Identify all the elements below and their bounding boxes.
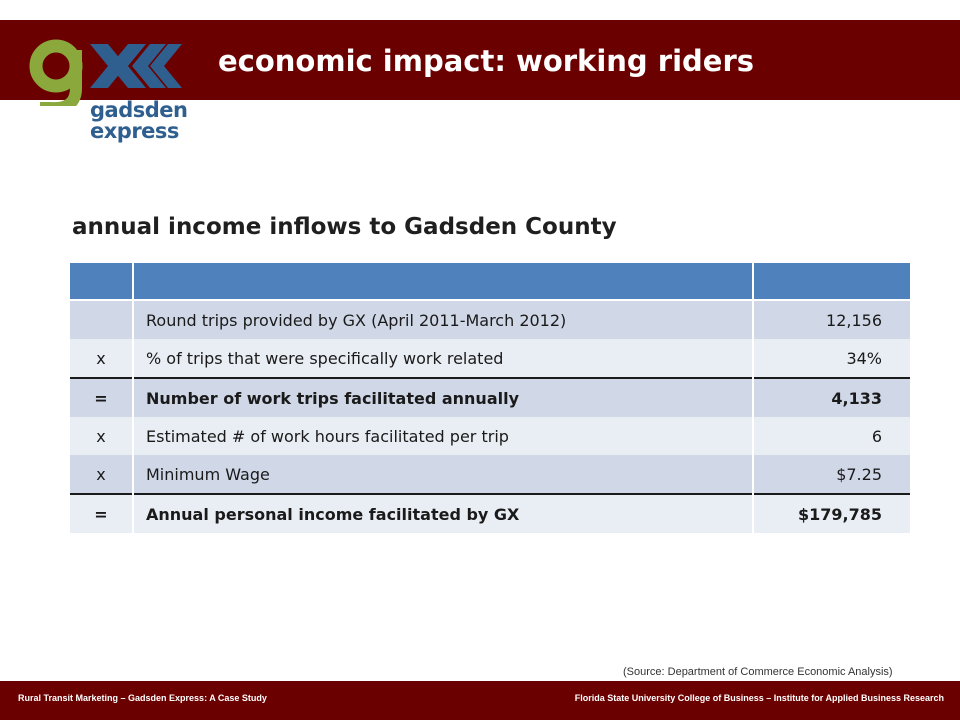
operator-cell: x (70, 339, 133, 378)
description-cell: % of trips that were specifically work related (133, 339, 753, 378)
operator-cell: x (70, 417, 133, 455)
gadsden-express-logo (28, 36, 188, 144)
value-cell: 34% (753, 339, 910, 378)
value-cell: $179,785 (753, 494, 910, 533)
footer-left-text: Rural Transit Marketing – Gadsden Express: A Case Study (18, 693, 267, 703)
operator-cell: = (70, 378, 133, 417)
logo-text-express: express (90, 119, 179, 143)
description-cell: Estimated # of work hours facilitated per trip (133, 417, 753, 455)
description-cell: Number of work trips facilitated annually (133, 378, 753, 417)
source-citation: (Source: Department of Commerce Economic Analysis) (623, 666, 893, 678)
table-row (70, 378, 910, 417)
description-cell: Round trips provided by GX (April 2011-March 2012) (133, 300, 753, 339)
value-cell: 4,133 (753, 378, 910, 417)
header-cell-operator (70, 263, 133, 300)
description-cell: Annual personal income facilitated by GX (133, 494, 753, 533)
table-row (70, 339, 910, 378)
table-row (70, 455, 910, 494)
value-cell: 6 (753, 417, 910, 455)
value-cell: 12,156 (753, 300, 910, 339)
logo-text-gadsden: gadsden (90, 98, 188, 122)
table-row (70, 417, 910, 455)
table-row (70, 494, 910, 533)
operator-cell: x (70, 455, 133, 494)
operator-cell: = (70, 494, 133, 533)
income-calculation-table (70, 263, 910, 533)
operator-cell (70, 300, 133, 339)
value-cell: $7.25 (753, 455, 910, 494)
gx-logo-mark (28, 36, 188, 106)
section-subtitle: annual income inflows to Gadsden County (72, 214, 617, 240)
header-cell-value (753, 263, 910, 300)
table-row (70, 300, 910, 339)
description-cell: Minimum Wage (133, 455, 753, 494)
table-header-row (70, 263, 910, 300)
slide-title: economic impact: working riders (218, 44, 755, 78)
footer-right-text: Florida State University College of Business – Institute for Applied Business Research (574, 693, 944, 703)
header-cell-description (133, 263, 753, 300)
